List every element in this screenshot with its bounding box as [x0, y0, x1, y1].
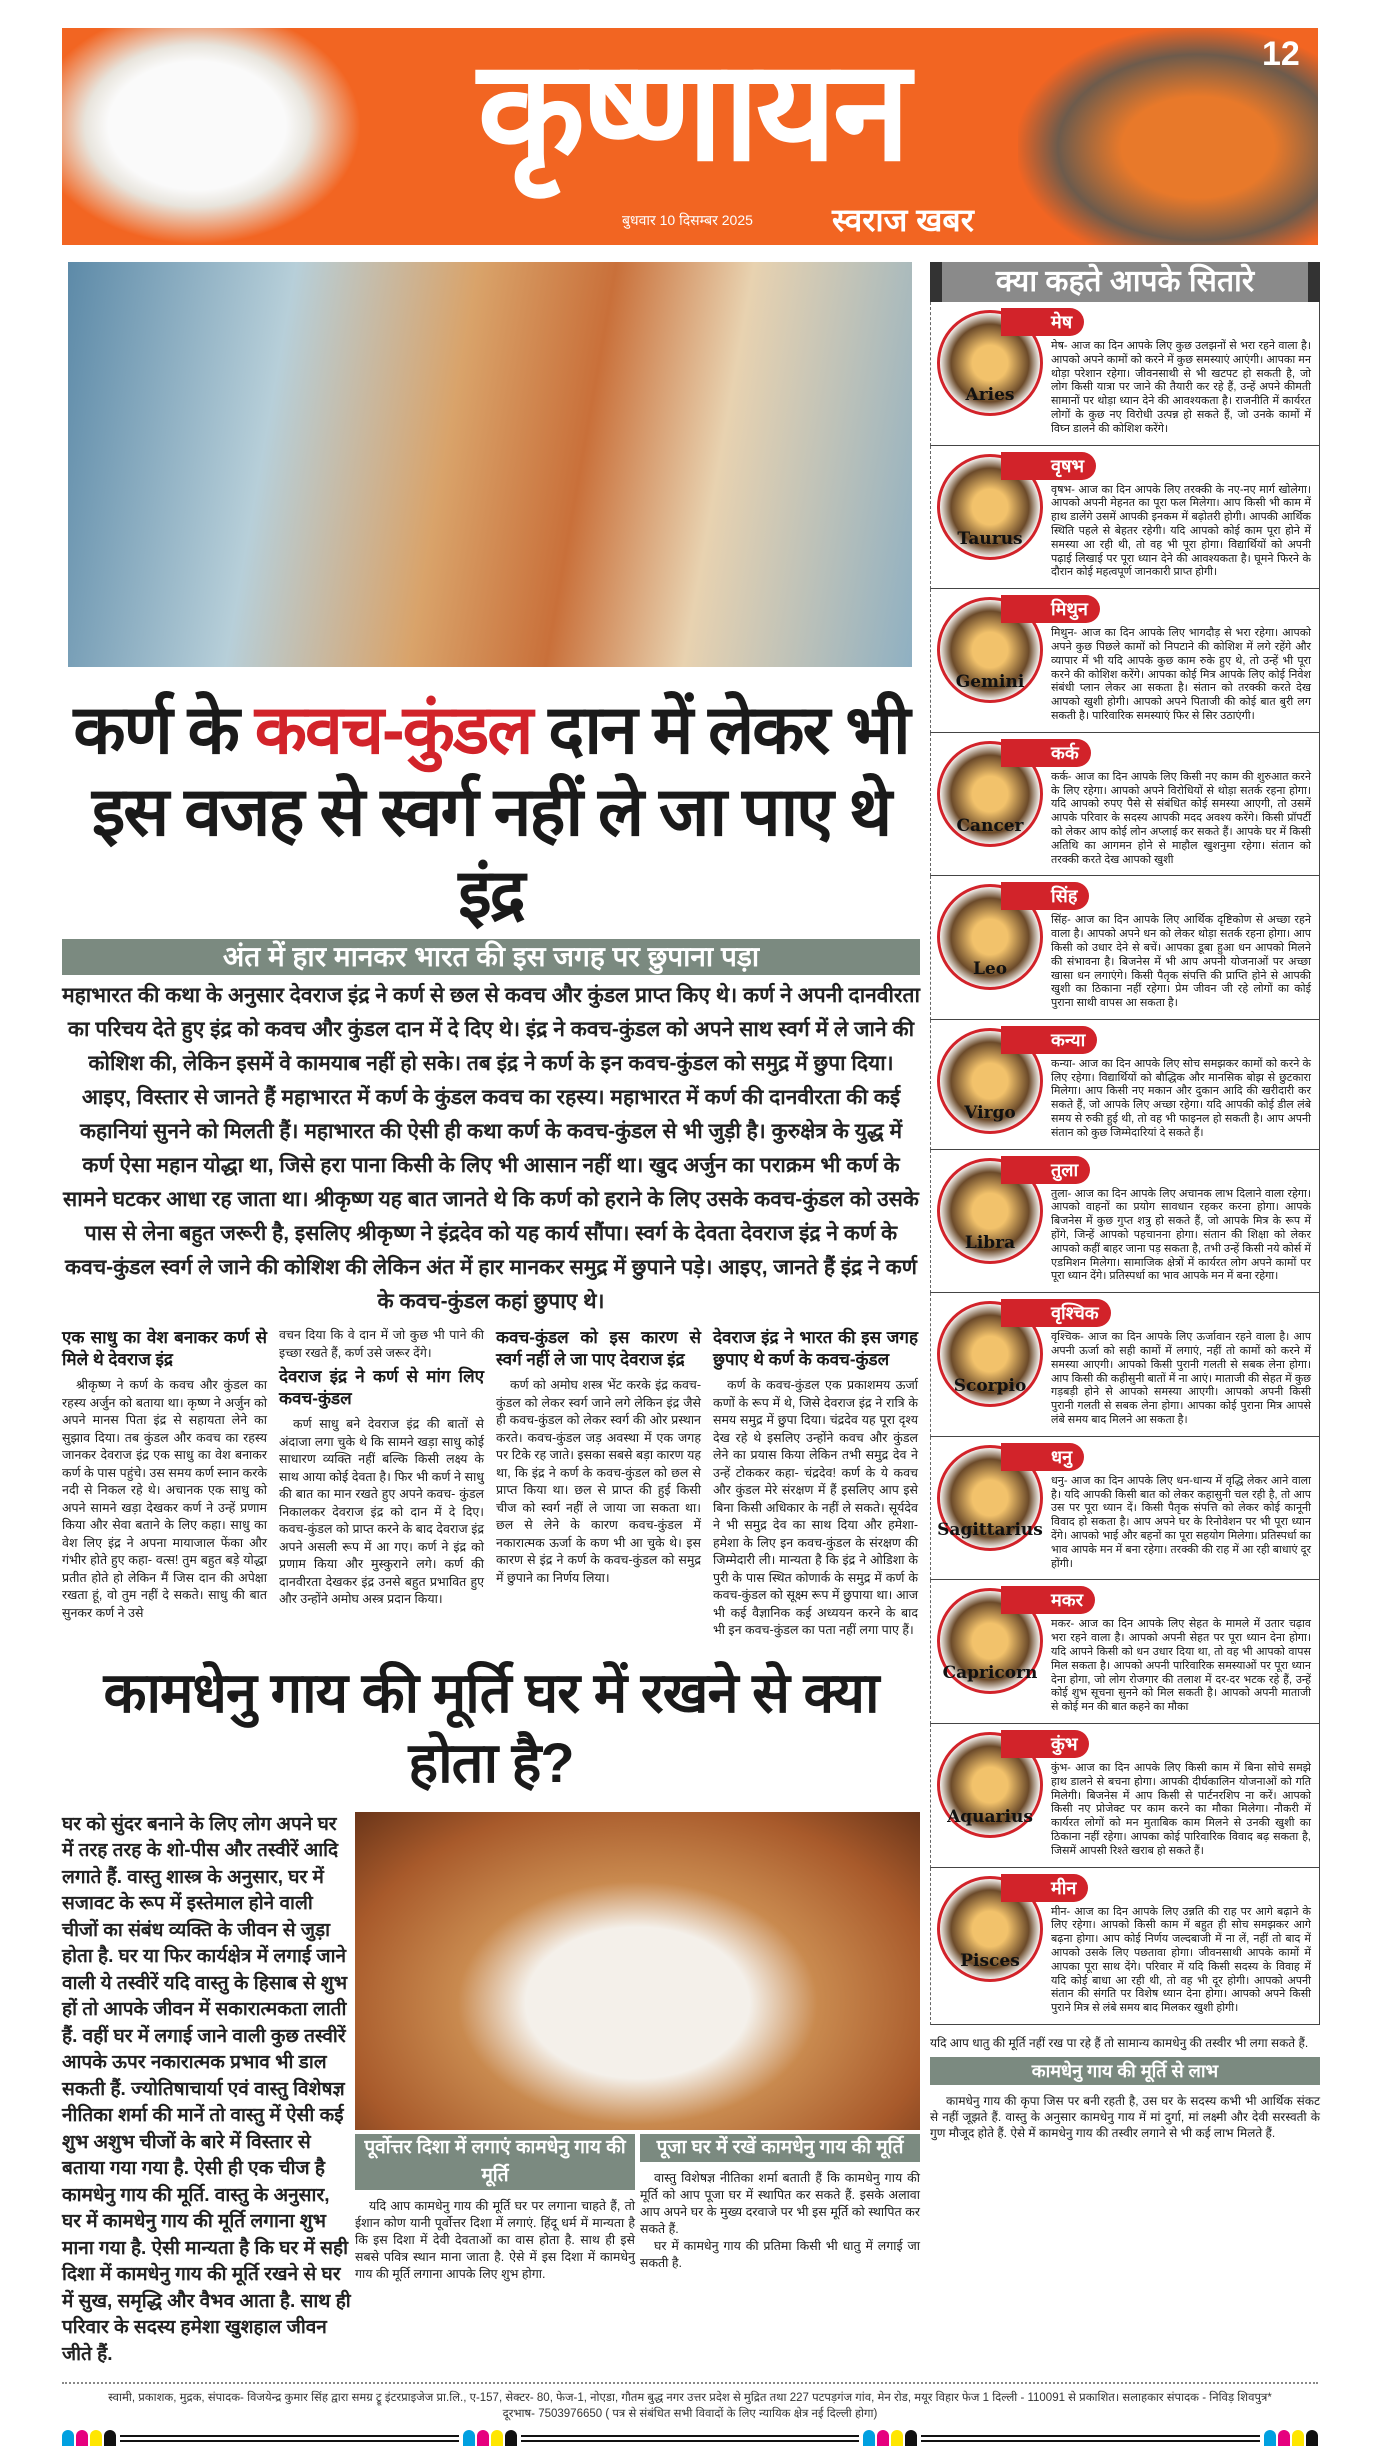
- color-swatch: [62, 2430, 74, 2446]
- sign-label: मीन: [1001, 1874, 1088, 1902]
- footer-contact: दूरभाष- 7503976650 ( पत्र से संबंधित सभी विवादों के लिए न्यायिक क्षेत्र नई दिल्ली होगा): [502, 2408, 878, 2420]
- karna-indra-illustration: [68, 262, 912, 667]
- horoscope-list: [930, 302, 1320, 2025]
- northeast-block: [355, 2134, 635, 2283]
- cmyk-mark: [62, 2430, 116, 2446]
- column-text: वचन दिया कि वे दान में जो कुछ भी पाने की इच्छा रखते हैं, कर्ण उसे जरूर देंगे।: [279, 1328, 484, 1360]
- sign-label: मकर: [1001, 1586, 1095, 1614]
- cmyk-mark: [463, 2430, 517, 2446]
- article-intro: महाभारत की कथा के अनुसार देवराज इंद्र ने कर्ण से छल से कवच और कुंडल प्राप्त किए थे। कर्ण ने अपनी दानवीरता का परिचय देते हुए इंद्र को कवच और कुंडल दान में दे दिए थे। इंद्र ने कवच-कुंडल को अपने साथ स्वर्ग में ले जाने की कोशिश की, लेकिन इसमें वे कामयाब नहीं हो सके। तब इंद्र ने कर्ण के इन कवच-कुंडल को समुद्र में छुपा दिया। आइए, विस्तार से जानते हैं महाभारत में कर्ण के कुंडल कवच का रहस्य। महाभारत में कर्ण की दानवीरता की कई कहानियां सुनने को मिलती हैं। महाभारत की ऐसी ही कथा कर्ण के कवच-कुंडल से भी जुड़ी है। कुरुक्षेत्र के युद्ध में कर्ण ऐसा महान योद्धा था, जिसे हरा पाना किसी के लिए भी आसान नहीं था। खुद अर्जुन का पराक्रम भी कर्ण के सामने घटकर आधा रह जाता था। श्रीकृष्ण यह बात जानते थे कि कर्ण को हराने के लिए उसके कवच-कुंडल को उसके पास से लेना बहुत जरूरी है, इसलिए श्रीकृष्ण ने इंद्रदेव को यह कार्य सौंपा। स्वर्ग के देवता देवराज इंद्र ने कर्ण के कवच-कुंडल स्वर्ग ले जाने की कोशिश की लेकिन अंत में हार मानकर समुद्र में छुपाने पड़े। आइए, जानते हैं इंद्र ने कर्ण के कवच-कुंडल कहां छुपाए थे।: [62, 984, 920, 1313]
- column-heading: देवराज इंद्र ने भारत की इस जगह छुपाए थे कर्ण के कवच-कुंडल: [713, 1328, 918, 1369]
- article-column-3: [496, 1327, 701, 1640]
- color-swatch: [477, 2430, 489, 2446]
- leo-zodiac-icon: Leo: [937, 884, 1043, 990]
- sign-label: कुंभ: [1001, 1730, 1089, 1758]
- kamdhenu-intro: घर को सुंदर बनाने के लिए लोग अपने घर में तरह तरह के शो-पीस और तस्वीरें आदि लगाते हैं. वास्तु शास्त्र के अनुसार, घर में सजावट के रूप में इस्तेमाल होने वाली चीजों का संबंध व्यक्ति के जीवन से जुड़ा होता है. घर या फिर कार्यक्षेत्र में लगाई जाने वाली ये तस्वीरें यदि वास्तु के हिसाब से शुभ हों तो आपके जीवन में सकारात्मकता लाती हैं. वहीं घर में लगाई जाने वाली कुछ तस्वीरें आपके ऊपर नकारात्मक प्रभाव भी डाल सकती हैं. ज्योतिषाचार्या एवं वास्तु विशेषज्ञ नीतिका शर्मा की मानें तो वास्तु में ऐसी कई शुभ अशुभ चीजों के बारे में विस्तार से बताया गया गया है. ऐसी ही एक चीज है कामधेनु गाय की मूर्ति. वास्तु के अनुसार, घर में कामधेनु गाय की मूर्ति लगाना शुभ माना गया है. ऐसी मान्यता है कि घर में सही दिशा में कामधेनु गाय की मूर्ति रखने से घर में सुख, समृद्धि और वैभव आता है. साथ ही परिवार के सदस्य हमेशा खुशहाल जीवन जीते हैं.: [62, 1813, 351, 2365]
- kamdhenu-headline: कामधेनु गाय की मूर्ति घर में रखने से क्या होता है?: [103, 1660, 879, 1794]
- column-text: कर्ण के कवच-कुंडल एक प्रकाशमय ऊर्जा कणों के रूप में थे, जिसे देवराज इंद्र ने रात्रि के समय समुद्र में छुपा दिया। चंद्रदेव यह पूरा दृश्य देख रहे थे इसलिए उन्होंने कवच और कुंडल लेने का प्रयास किया लेकिन तभी समुद्र देव ने उन्हें टोककर कहा- चंद्रदेव! कर्ण के ये कवच और कुंडल मेरे संरक्षण में हैं इसलिए आप इसे बिना किसी अधिकार के नहीं ले सकते। सूर्यदेव ने भी समुद्र देव का साथ दिया और हमेशा-हमेशा के लिए इन कवच-कुंडल के संरक्षण की जिम्मेदारी ली। मान्यता है कि इंद्र ने ओडिशा के पुरी के पास स्थित कोणार्क के समुद्र में कर्ण के कवच-कुंडल को सूक्ष्म रूप में छुपाया था। आज भी कई वैज्ञानिक कई अध्ययन करने के बाद भी इन कवच-कुंडल का पता नहीं लगा पाए हैं।: [713, 1378, 918, 1637]
- issue-date: बुधवार 10 दिसम्बर 2025: [622, 212, 753, 228]
- sign-label: कर्क: [1001, 739, 1091, 767]
- horoscope-text: मेष- आज का दिन आपके लिए कुछ उलझनों से भरा रहने वाला है। आपको अपने कामों को करने में कुछ समस्याएं आएंगी। आपका मन थोड़ा परेशान रहेगा। जीवनसाथी से भी खटपट हो सकती है, जो लोग किसी यात्रा पर जाने की तैयारी कर रहे हैं, उन्हें अपने कीमती सामानों पर थोड़ा ध्यान देने की आवश्यकता है। राजनीति में कार्यरत लोगों के कुछ नए विरोधी उत्पन्न हो सकते हैं, जो उनके कामों में विघ्न डालने की कोशिश करेंगे।: [1051, 340, 1311, 435]
- horoscope-text: धनु- आज का दिन आपके लिए धन-धान्य में वृद्धि लेकर आने वाला है। यदि आपकी किसी बात को लेकर कहासुनी चल रही है, तो आप उस पर पूरा ध्यान दें। किसी पैतृक संपत्ति को लेकर कोई कानूनी विवाद हो सकता है। आप अपने घर के रिनोवेशन पर भी पूरा ध्यान देंगे। आपको भाई और बहनों का पूरा सहयोग मिलेगा। प्रतिस्पर्धा का भाव आपके मन में बना रहेगा। तरक्की की राह में आ रही बाधाएं दूर होंगी।: [1051, 1474, 1311, 1570]
- color-swatch: [90, 2430, 102, 2446]
- color-swatch: [104, 2430, 116, 2446]
- horoscope-text: कर्क- आज का दिन आपके लिए किसी नए काम की शुरुआत करने के लिए रहेगा। आपको अपने विरोधियों से थोड़ा सतर्क रहना होगा। यदि आपको रुपए पैसे से संबंधित कोई समस्या आएगी, तो उसमें आपके परिवार के सदस्य आपकी मदद अवश्य करेंगे। किसी प्रॉपर्टी को लेकर आप कोई लोन अप्लाई कर सकते हैं। आपके घर में किसी अतिथि का आगमन होने से माहौल खुशनुमा रहेगा। संतान को तरक्की करते देख आपको खुशी: [1051, 770, 1311, 866]
- footer: [62, 2382, 1318, 2448]
- horoscope-item-aries: [930, 302, 1320, 446]
- horoscope-item-capricorn: [930, 1580, 1320, 1724]
- sign-label: धनु: [1001, 1443, 1084, 1471]
- article-columns: [62, 1327, 920, 1640]
- color-swatch: [891, 2430, 903, 2446]
- sign-label: मिथुन: [1001, 595, 1100, 623]
- puja-ghar-para: घर में कामधेनु गाय की प्रतिमा किसी भी धातु में लगाई जा सकती है.: [640, 2238, 920, 2270]
- color-swatch: [1292, 2430, 1304, 2446]
- sagittarius-zodiac-icon: Sagittarius: [937, 1445, 1043, 1551]
- horoscope-item-leo: [930, 876, 1320, 1020]
- horoscope-item-scorpio: [930, 1293, 1320, 1437]
- registration-marks: [62, 2428, 1318, 2448]
- horoscope-title: क्या कहते आपके सितारे: [930, 262, 1320, 302]
- column-text: कर्ण को अमोघ शस्त्र भेंट करके इंद्र कवच-कुंडल को लेकर स्वर्ग जाने लगे लेकिन इंद्र जैसे ही कवच-कुंडल को लेकर स्वर्ग की ओर प्रस्थान करते। कवच-कुंडल जड़ अवस्था में एक जगह पर टिके रह जाते। इसका सबसे बड़ा कारण यह था, कि इंद्र ने कर्ण के कवच-कुंडल को छल से प्राप्त किया था। छल से प्राप्त की हुई किसी चीज को स्वर्ग नहीं ले जाया जा सकता था। छल से लेने के कारण कवच-कुंडल में नकारात्मक ऊर्जा के कण भी आ चुके थे। इस कारण से इंद्र ने कर्ण के कवच-कुंडल को समुद्र में छुपाने का निर्णय लिया।: [496, 1378, 701, 1585]
- sign-label: वृश्चिक: [1001, 1299, 1111, 1327]
- sign-label: सिंह: [1001, 882, 1089, 910]
- sign-label: तुला: [1001, 1156, 1090, 1184]
- cmyk-mark: [863, 2430, 917, 2446]
- horoscope-item-taurus: [930, 446, 1320, 590]
- masthead-title: कृष्णायन: [477, 32, 907, 189]
- article-column-2: [279, 1327, 484, 1640]
- aries-zodiac-icon: Aries: [937, 310, 1043, 416]
- horoscope-item-pisces: [930, 1868, 1320, 2025]
- horoscope-text: तुला- आज का दिन आपके लिए अचानक लाभ दिलाने वाला रहेगा। आपको वाहनों का प्रयोग सावधान रहकर करना होगा। आपके बिजनेस में कुछ गुप्त शत्रु हो सकते हैं, जो आपके मित्र के रूप में होंगे, जिन्हें आपको पहचानना होगा। संतान की शिक्षा को लेकर आपको कहीं बाहर जाना पड़ सकता है, तभी उन्हें किसी नये कोर्स में एडमिशन मिलेगा। सामाजिक क्षेत्रों में कार्यरत लोग अपने कामों पर पूरा ध्यान देंगे। प्रतिस्पर्धा का भाव आपके मन में बना रहेगा।: [1051, 1187, 1311, 1283]
- cmyk-mark: [1264, 2430, 1318, 2446]
- color-swatch: [905, 2430, 917, 2446]
- column-text: कर्ण साधु बने देवराज इंद्र की बातों से अंदाजा लगा चुके थे कि सामने खड़ा साधु कोई साधारण व्यक्ति नहीं बल्कि किसी लक्ष्य के साथ आया कोई देवता है। फिर भी कर्ण ने साधु की बात का मान रखते हुए अपने कवच- कुंडल निकालकर देवराज इंद्र को दान में दे दिए। कवच-कुंडल को प्राप्त करने के बाद देवराज इंद्र अपने असली रूप में आ गए। कर्ण ने इंद्र को प्रणाम किया और मुस्कुराने लगे। कर्ण की दानवीरता देखकर इंद्र उनसे बहुत प्रभावित हुए और उन्होंने अमोघ अस्त्र प्रदान किया।: [279, 1417, 484, 1606]
- aquarius-zodiac-icon: Aquarius: [937, 1732, 1043, 1838]
- main-column: [62, 262, 920, 2368]
- headline-line-1: [62, 689, 920, 771]
- gemini-zodiac-icon: Gemini: [937, 597, 1043, 703]
- sign-label: कन्या: [1001, 1026, 1097, 1054]
- color-swatch: [1264, 2430, 1276, 2446]
- scorpio-zodiac-icon: Scorpio: [937, 1301, 1043, 1407]
- capricorn-zodiac-icon: Capricorn: [937, 1588, 1043, 1694]
- kamdhenu-side-note: यदि आप धातु की मूर्ति नहीं रख पा रहे हैं तो सामान्य कामधेनु की तस्वीर भी लगा सकते हैं.: [930, 2035, 1309, 2050]
- horoscope-text: मकर- आज का दिन आपके लिए सेहत के मामले में उतार चढ़ाव भरा रहने वाला है। आपको अपनी सेहत पर पूरा ध्यान देना होगा। यदि आपने किसी को धन उधार दिया था, तो वह भी आपको वापस मिल सकता है। आपको अपनी पारिवारिक समस्याओं पर पूरा ध्यान देना होगा, जो लोग रोजगार की तलाश में दर-दर भटक रहे हैं, उन्हें कोई शुभ सूचना सुनने को मिल सकती है। आपको अपनी माताजी से कोई मन की बात कहने का मौका: [1051, 1618, 1311, 1714]
- taurus-zodiac-icon: Taurus: [937, 454, 1043, 560]
- kamdhenu-section: [62, 1812, 920, 2369]
- column-heading: कवच-कुंडल को इस कारण से स्वर्ग नहीं ले जा पाए देवराज इंद्र: [496, 1328, 701, 1369]
- headline-highlight: कवच-कुंडल: [254, 692, 532, 768]
- caption-puja-ghar: पूजा घर में रखें कामधेनु गाय की मूर्ति: [640, 2134, 920, 2162]
- registration-bar: [921, 2435, 1260, 2442]
- registration-bar: [120, 2435, 459, 2442]
- horoscope-text: कन्या- आज का दिन आपके लिए सोच समझकर कामों को करने के लिए रहेगा। विद्यार्थियों को बौद्धिक और मानसिक बोझ से छुटकारा मिलेगा। आप किसी नए मकान और दुकान आदि की खरीदारी कर सकते हैं, जो आपके लिए अच्छा रहेगा। यदि आपकी कोई डील लंबे समय से रुकी हुई थी, तो वह भी फाइनल हो सकती है। आप अपनी संतान को कुछ जिम्मेदारियां दे सकते हैं।: [1051, 1057, 1311, 1139]
- libra-zodiac-icon: Libra: [937, 1158, 1043, 1264]
- horoscope-text: मिथुन- आज का दिन आपके लिए भागदौड़ से भरा रहेगा। आपको अपने कुछ पिछले कामों को निपटाने की कोशिश में लगे रहेंगे और व्यापार में भी यदि आपके कुछ काम रुके हुए थे, तो उन्हें भी पूरा करने की कोशिश करेंगे। आपका कोई मित्र आपके लिए कोई निवेश संबंधी प्लान लेकर आ सकता है। संतान को तरक्की करते देख आपको खुशी होगी। आपको अपने पिताजी की कोई बात बुरी लग सकती है। पारिवारिक समस्याएं फिर से सिर उठाएंगी।: [1051, 627, 1311, 722]
- newspaper-name: स्वराज खबर: [832, 202, 974, 238]
- virgo-zodiac-icon: Virgo: [937, 1028, 1043, 1134]
- column-heading: देवराज इंद्र ने कर्ण से मांग लिए कवच-कुंडल: [279, 1367, 484, 1408]
- horoscope-item-virgo: [930, 1020, 1320, 1150]
- kamdhenu-captions: [355, 2134, 920, 2283]
- color-swatch: [463, 2430, 475, 2446]
- color-swatch: [1306, 2430, 1318, 2446]
- page-number: 12: [1262, 35, 1300, 73]
- content-grid: [62, 262, 1320, 2368]
- footer-divider: [62, 2382, 1318, 2384]
- horoscope-item-cancer: [930, 733, 1320, 877]
- horoscope-text: वृषभ- आज का दिन आपके लिए तरक्की के नए-नए मार्ग खोलेगा। आपको अपनी मेहनत का पूरा फल मिलेगा। आप किसी भी काम में हाथ डालेंगे उसमें आपकी इनकम में बढ़ोतरी होगी। आपकी आर्थिक स्थिति पहले से बेहतर रहेगी। यदि आपको कोई काम पूरा होने में समस्या आ रही थी, तो वह भी पूरा होगा। विद्यार्थियों को अपनी पढ़ाई लिखाई पर पूरा ध्यान देने की आवश्यकता है। घूमने फिरने के दौरान कोई महत्वपूर्ण जानकारी प्राप्त होगी।: [1051, 483, 1311, 579]
- puja-ghar-text: [640, 2170, 920, 2272]
- headline-text: कर्ण के: [73, 692, 255, 768]
- sign-label: वृषभ: [1001, 452, 1096, 480]
- sign-label: मेष: [1001, 308, 1084, 336]
- headline-line-2: इस वजह से स्वर्ग नहीं ले जा पाए थे इंद्र: [91, 774, 891, 932]
- horoscope-item-gemini: [930, 589, 1320, 733]
- kamdhenu-statue-image: [355, 1812, 920, 2130]
- column-heading: एक साधु का वेश बनाकर कर्ण से मिले थे देवराज इंद्र: [62, 1328, 267, 1369]
- cancer-zodiac-icon: Cancer: [937, 741, 1043, 847]
- horoscope-text: वृश्चिक- आज का दिन आपके लिए ऊर्जावान रहने वाला है। आप अपनी ऊर्जा को सही कामों में लगाएं, नहीं तो कामों को करने में समस्या आएगी। आपको किसी पुरानी गलती से सबक लेना होगा। आप किसी की कहीसुनी बातों में ना आएं। माताजी की सेहत में कुछ गड़बड़ी होने से आपको समस्या आएगी। आपको अपनी किसी पुरानी गलती से सबक लेना होगा। आपका कोई पुराना मित्र आपसे लंबे समय बाद मिलने आ सकता है।: [1051, 1331, 1311, 1427]
- color-swatch: [491, 2430, 503, 2446]
- kamdhenu-right: [355, 1812, 920, 2369]
- headline-text: दान में लेकर भी: [531, 692, 909, 768]
- horoscope-text: कुंभ- आज का दिन आपके लिए किसी काम में बिना सोचे समझे हाथ डालने से बचना होगा। आपकी दीर्घकालिन योजनाओं को गति मिलेगी। बिजनेस में आप किसी से पार्टनरशिप ना करें। आपको किसी नए प्रोजेक्ट पर काम करने का मौका मिलेगा। नौकरी में कार्यरत लोगों को मन मुताबिक काम मिलने से उनकी खुशी का ठिकाना नहीं रहेगा। आपका कोई पारिवारिक विवाद बढ़ सकता है, जिसमें आपसी रिश्ते खराब हो सकते हैं।: [1051, 1761, 1311, 1857]
- color-swatch: [505, 2430, 517, 2446]
- color-swatch: [863, 2430, 875, 2446]
- puja-ghar-block: [640, 2134, 920, 2283]
- pisces-zodiac-icon: Pisces: [937, 1876, 1043, 1982]
- horoscope-text: मीन- आज का दिन आपके लिए उन्नति की राह पर आगे बढ़ाने के लिए रहेगा। आपको किसी काम में बहुत ही सोच समझकर आगे बढ़ना होगा। आप कोई निर्णय जल्दबाजी में ना लें, नहीं तो बाद में आपको उसके लिए पछतावा होगा। जीवनसाथी आपके कामों में आपका पूरा साथ देंगे। परिवार में यदि किसी सदस्य के विवाह में यदि कोई बाधा आ रही थी, तो वह भी दूर होगी। आपको अपनी संतान की संगति पर विशेष ध्यान देना होगा। आपको अपने किसी पुराने मित्र से लंबे समय बाद मिलकर खुशी होगी।: [1051, 1905, 1311, 2015]
- color-swatch: [877, 2430, 889, 2446]
- color-swatch: [76, 2430, 88, 2446]
- puja-ghar-para: वास्तु विशेषज्ञ नीतिका शर्मा बताती हैं कि कामधेनु गाय की मूर्ति को आप पूजा घर में स्थापित कर सकते हैं. इसके अलावा आप अपने घर के मुख्य दरवाजे पर भी इस मूर्ति को स्थापित कर सकते हैं.: [640, 2170, 920, 2236]
- benefit-text: कामधेनु गाय की कृपा जिस पर बनी रहती है, उस घर के सदस्य कभी भी आर्थिक संकट से नहीं जूझते हैं. वास्तु के अनुसार कामधेनु गाय में मां दुर्गा, मां लक्ष्मी और देवी सरस्वती के गुण मौजूद होते हैं. ऐसे में कामधेनु गाय की तस्वीर लगाने से भी कई लाभ मिलते हैं.: [930, 2093, 1320, 2140]
- benefit-heading: कामधेनु गाय की मूर्ति से लाभ: [930, 2057, 1320, 2085]
- footer-imprint: स्वामी, प्रकाशक, मुद्रक, संपादक- विजयेन्द्र कुमार सिंह द्वारा समग्र ट्रू इंटरप्राइजेज प्रा.लि., ए-157, सेक्टर- 80, फेज-1, नोएडा, गौतम बुद्ध नगर उत्तर प्रदेश से मुद्रित तथा 227 पटपड़गंज गांव, मेन रोड, मयूर विहार फेज 1 दिल्ली - 110091 से प्रकाशित। सलाहकार संपादक - निविड़ शिवपुत्र*: [108, 2392, 1272, 2404]
- column-text: श्रीकृष्ण ने कर्ण के कवच और कुंडल का रहस्य अर्जुन को बताया था। कृष्ण ने अर्जुन को अपने मानस पिता इंद्र से सहायता लेने का सुझाव दिया। तब कुंडल और कवच का रहस्य जानकर देवराज इंद्र एक साधु का वेश बनाकर कर्ण के पास पहुंचे। उस समय कर्ण स्नान करके नदी से निकल रहे थे। अचानक एक साधु को अपने सामने खड़ा देखकर कर्ण ने उन्हें प्रणाम किया और सेवा बताने के लिए कहा। साधु का वेश लिए इंद्र ने अपना मायाजाल फेंका और गंभीर होते हुए कहा- वत्स! तुम बहुत बड़े योद्धा प्रतीत होते हो लेकिन मैं जिस दान की अपेक्षा रखता हूं, वो तुम नहीं दे सकते। साधु की बात सुनकर कर्ण ने उसे: [62, 1378, 267, 1620]
- horoscope-text: सिंह- आज का दिन आपके लिए आर्थिक दृष्टिकोण से अच्छा रहने वाला है। आपको अपने धन को लेकर थोड़ा सतर्क रहना होगा। आप किसी को उधार देने से बचें। आपका डूबा हुआ धन आपको मिलने की संभावना है। बिजनेस में भी आप अपनी योजनाओं पर अच्छा खासा धन लगाएंगे। किसी पैतृक संपत्ति की प्राप्ति होने से आपकी खुशी का ठिकाना नहीं रहेगा। प्रेम जीवन जी रहे लोगों का कोई पुराना साथी वापस आ सकता है।: [1051, 914, 1311, 1010]
- horoscope-item-sagittarius: [930, 1437, 1320, 1581]
- horoscope-item-libra: [930, 1150, 1320, 1294]
- horoscope-item-aquarius: [930, 1724, 1320, 1868]
- horoscope-section: [930, 262, 1320, 2141]
- subheadline: अंत में हार मानकर भारत की इस जगह पर छुपाना पड़ा: [62, 939, 920, 975]
- article-column-1: [62, 1327, 267, 1640]
- northeast-text: यदि आप कामधेनु गाय की मूर्ति घर पर लगाना चाहते हैं, तो ईशान कोण यानी पूर्वोत्तर दिशा में लगाएं. हिंदू धर्म में मान्यता है कि इस दिशा में देवी देवताओं का वास होता है. साथ ही इसे सबसे पवित्र स्थान माना जाता है. ऐसे में इस दिशा में कामधेनु गाय की मूर्ति लगाना आपके लिए शुभ होगा.: [355, 2198, 635, 2281]
- registration-bar: [521, 2435, 860, 2442]
- caption-northeast: पूर्वोत्तर दिशा में लगाएं कामधेनु गाय की मूर्ति: [355, 2134, 635, 2190]
- article-column-4: [713, 1327, 918, 1640]
- color-swatch: [1278, 2430, 1290, 2446]
